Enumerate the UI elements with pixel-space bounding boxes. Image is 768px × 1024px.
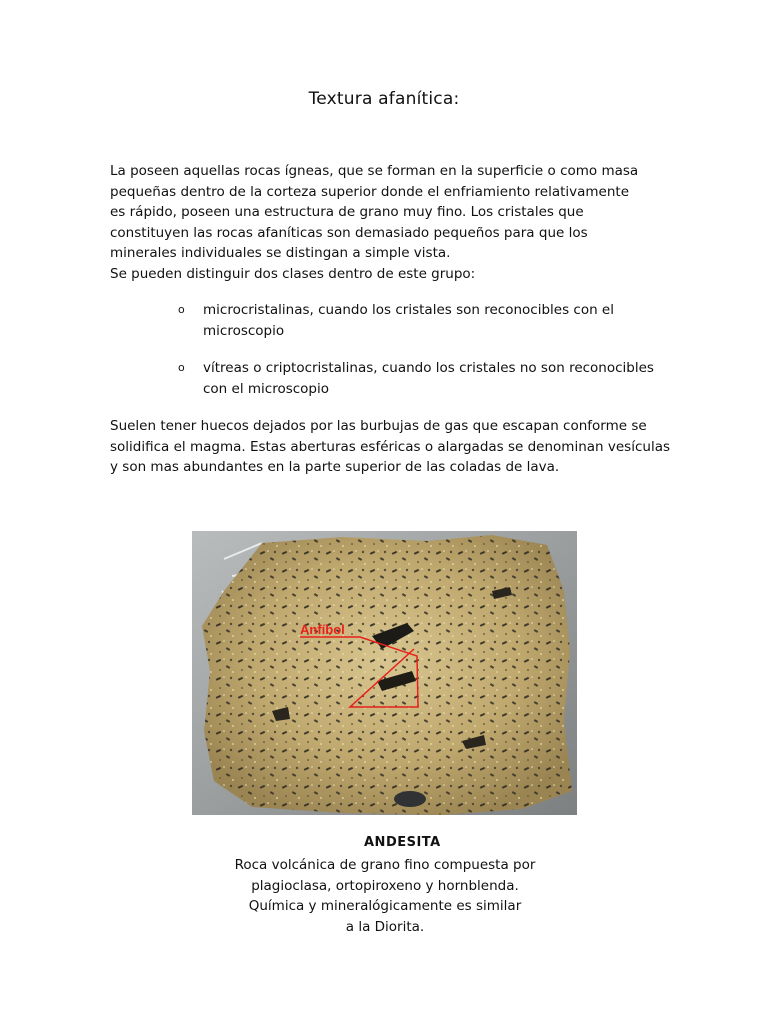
anfibol-label: Anfíbol [300,622,345,637]
caption-line: plagioclasa, ortopiroxeno y hornblenda. [251,877,519,894]
bullet-marker: o [178,361,185,374]
vesicles-paragraph: Suelen tener huecos dejados por las burbujas de gas que escapan conforme se solidifica el magma. Estas aberturas esféricas o alargadas se denominan vesículas y son mas abundantes en la parte superior de las coladas de lava. [110,418,670,475]
page-title: Textura afanítica: [308,89,460,109]
caption-line: Química y mineralógicamente es similar [248,898,522,914]
bullet-marker: o [178,303,185,316]
intro-line: es rápido, poseen una estructura de grano muy fino. Los cristales que [110,204,584,220]
caption-line: Roca volcánica de grano fino compuesta por [234,857,536,873]
bullet-item [178,300,658,341]
figure-caption [200,855,570,937]
intro-line: Se pueden distinguir dos clases dentro de este grupo: [110,265,476,282]
caption-line: a la Diorita. [345,918,425,935]
intro-paragraph [110,161,670,284]
intro-line: pequeñas dentro de la corteza superior donde el enfriamiento relativamente [110,183,630,200]
intro-line: minerales individuales se distingan a simple vista. [110,245,451,261]
bullet-item [178,358,658,399]
andesite-rock-photo [192,531,577,815]
intro-line: La poseen aquellas rocas ígneas, que se forman en la superficie o como masa [110,163,639,179]
intro-line: constituyen las rocas afaníticas son demasiado pequeños para que los [110,224,588,241]
bullet-text: vítreas o criptocristalinas, cuando los cristales no son reconocibles con el microscopio [203,360,654,397]
bullet-text: microcristalinas, cuando los cristales son reconocibles con el microscopio [203,302,614,339]
figure-caption-title: ANDESITA [364,835,441,850]
